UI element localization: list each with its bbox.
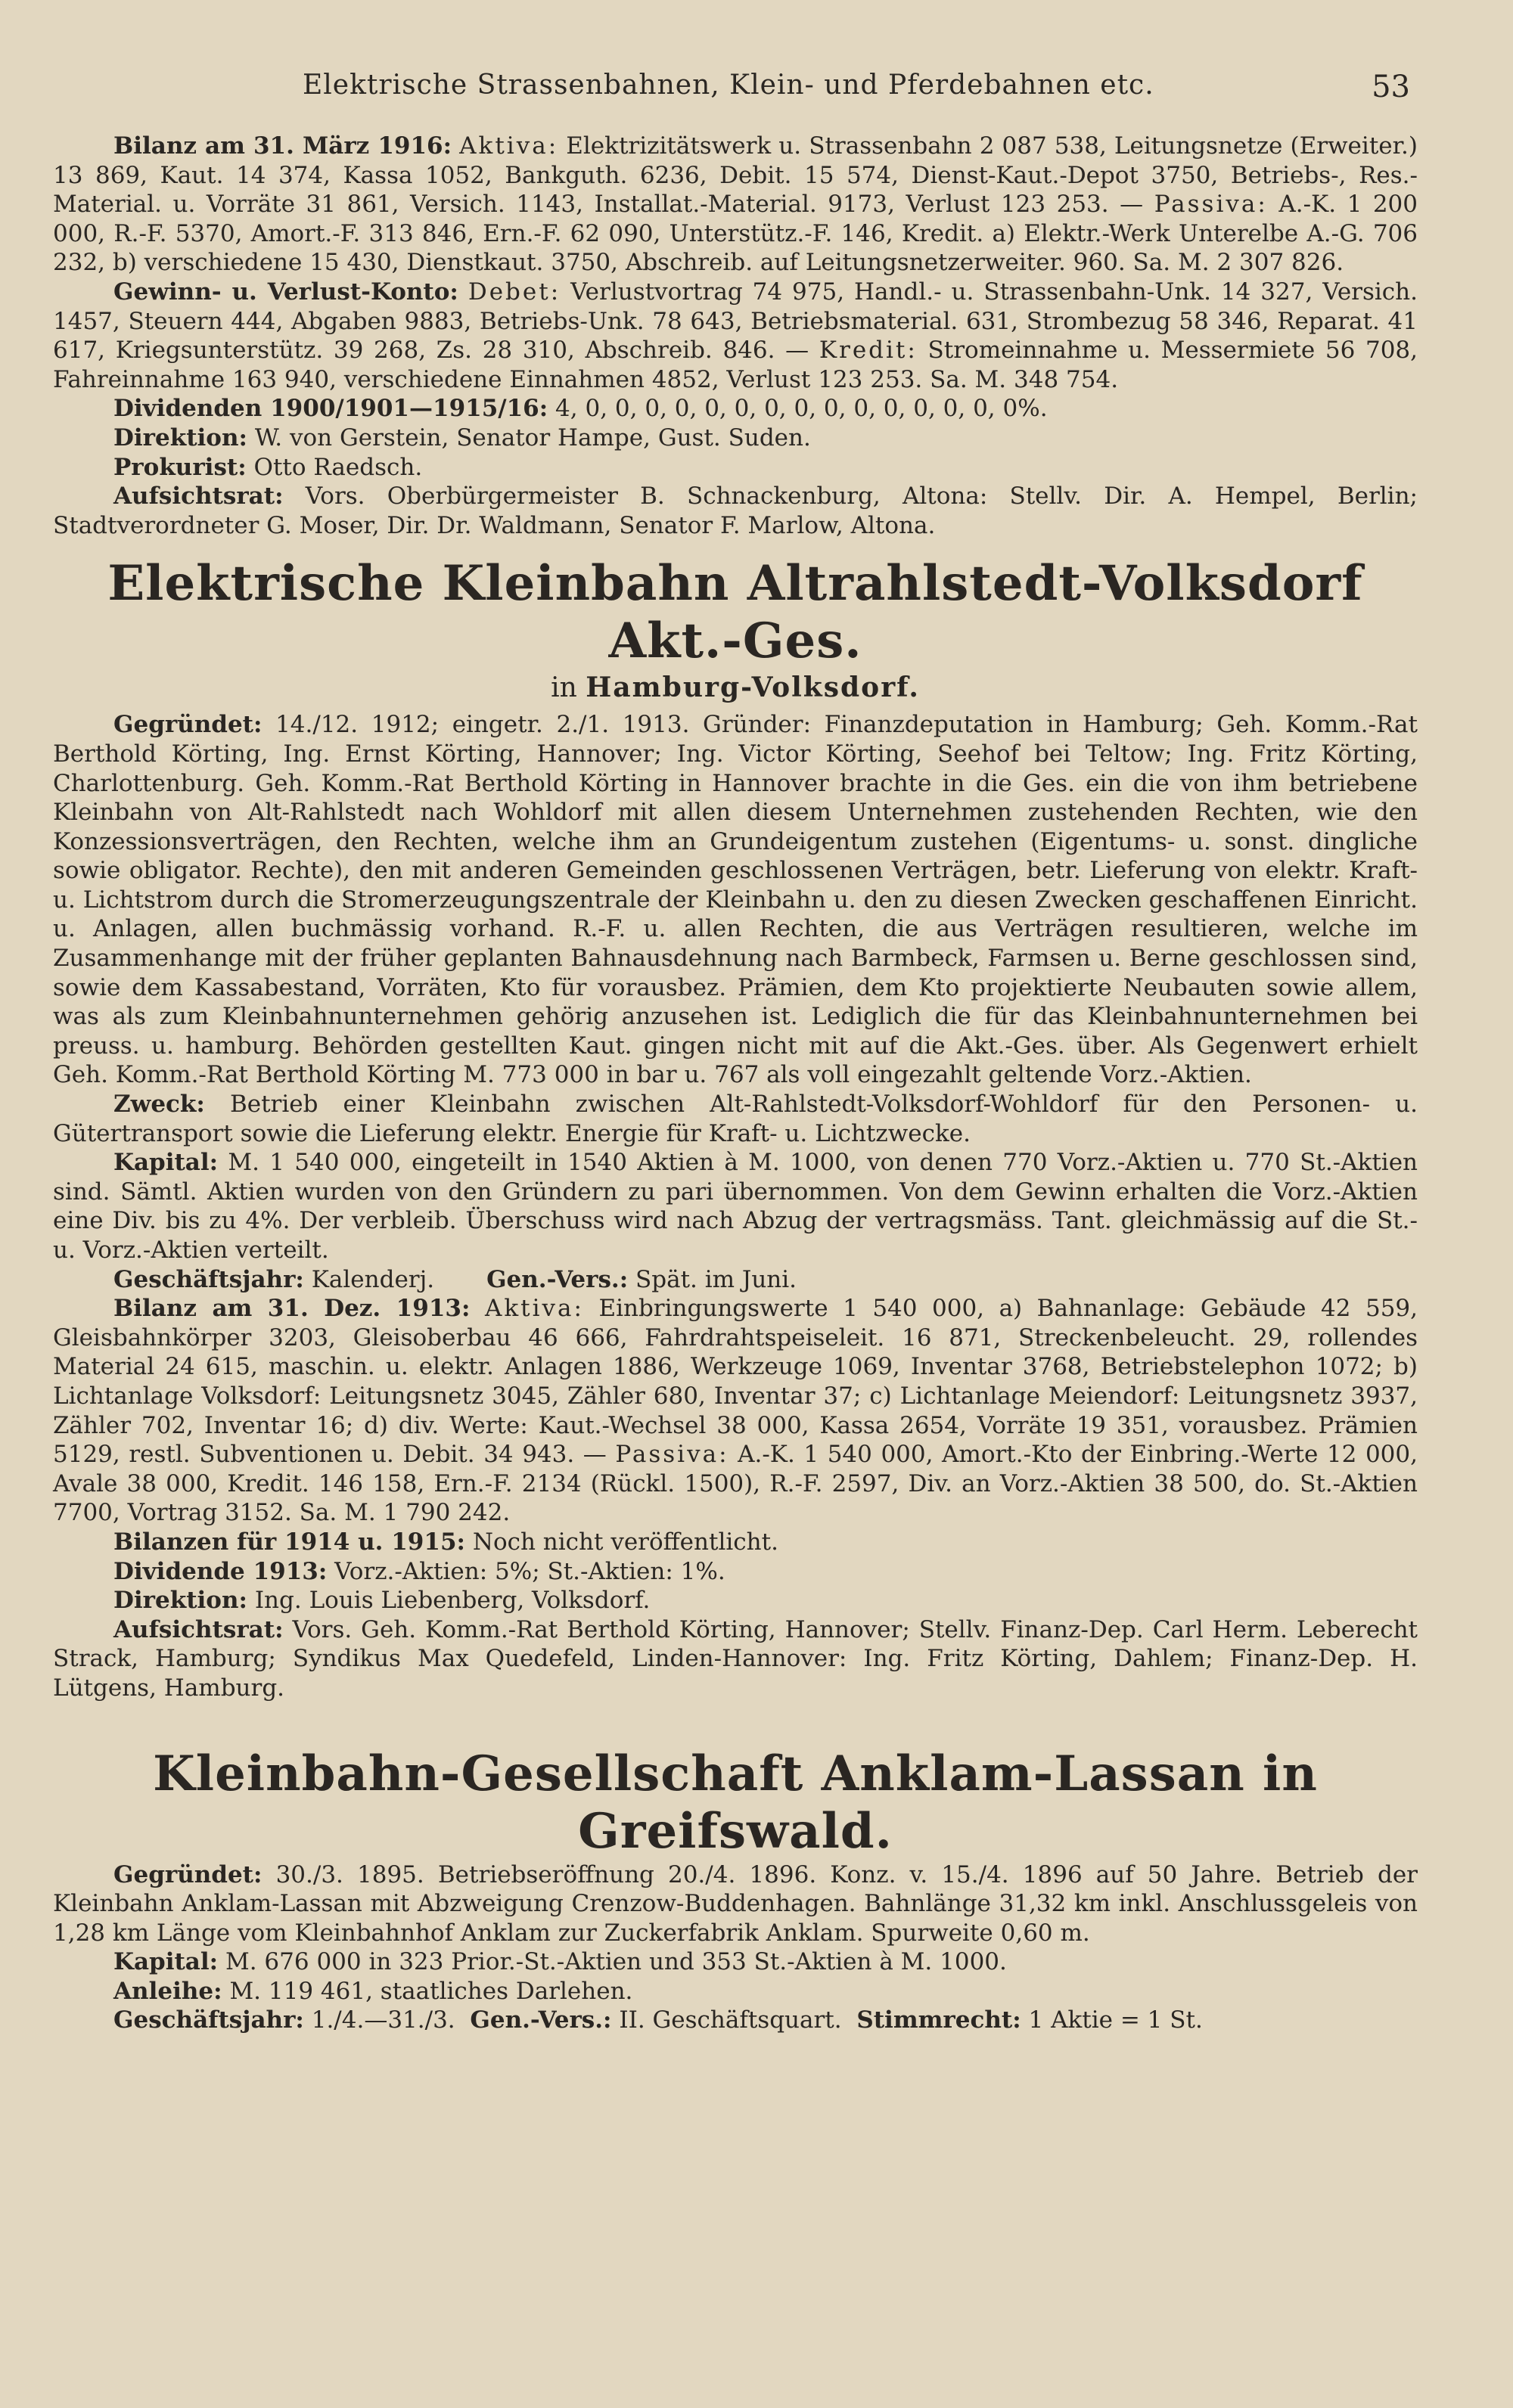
paragraph-kapital-3 [53, 1947, 1418, 1977]
section-altrahlstedt-volksdorf [53, 710, 1418, 1702]
text-dividende-1913: Vorz.-Aktien: 5%; St.-Aktien: 1%. [334, 1557, 725, 1585]
paragraph-prokurist [53, 453, 1418, 483]
label-gegruendet: Gegründet: [113, 711, 263, 739]
label-kapital-3: Kapital: [113, 1948, 219, 1976]
text-passiva-1913: A.-K. 1 540 000, Amort.-Kto der Einbring.-Werte 12 000, Avale 38 000, Kredit. 146 158, Ern.-F. 2134 (Rückl. 1500), R.-F. 2597, Div. an Vorz.-Aktien 38 500, do. St.-Aktien 7700, Vortrag 3152. Sa. M. 1 790 242. [53, 1441, 1418, 1527]
label-aufsichtsrat-2: Aufsichtsrat: [113, 1615, 284, 1643]
label-gegruendet-3: Gegründet: [113, 1860, 263, 1888]
paragraph-zweck [53, 1090, 1418, 1148]
text-aufsichtsrat: Vors. Oberbürgermeister B. Schnackenburg, Altona: Stellv. Dir. A. Hempel, Berlin; Stadtverordneter G. Moser, Dir. Dr. Waldmann, Senator F. Marlow, Altona. [53, 483, 1418, 539]
text-dividenden: 4, 0, 0, 0, 0, 0, 0, 0, 0, 0, 0, 0, 0, 0, 0, 0%. [555, 395, 1048, 423]
paragraph-kapital [53, 1148, 1418, 1265]
label-kapital: Kapital: [113, 1149, 219, 1177]
text-direktion-2: Ing. Louis Liebenberg, Volksdorf. [254, 1587, 651, 1615]
text-prokurist: Otto Raedsch. [253, 453, 423, 481]
text-gegruendet-3: 30./3. 1895. Betriebseröffnung 20./4. 1896. Konz. v. 15./4. 1896 auf 50 Jahre. Betrieb der Kleinbahn Anklam-Lassan mit Abzweigung Crenzow-Buddenhagen. Bahnlänge 31,32 km inkl. Anschlussgeleis von 1,28 km Länge vom Kleinbahnhof Anklam zur Zuckerfabrik Anklam. Spurweite 0,60 m. [53, 1860, 1418, 1947]
subheading-place: Hamburg-Volksdorf. [586, 672, 920, 704]
section-strassenbahn-continued [53, 132, 1418, 540]
paragraph-gegruendet-3 [53, 1860, 1418, 1948]
running-title: Elektrische Strassenbahnen, Klein- und Pferdebahnen etc. [303, 70, 1154, 101]
text-gegruendet: 14./12. 1912; eingetr. 2./1. 1913. Gründer: Finanzdeputation in Hamburg; Geh. Komm.-Rat Berthold Körting, Ing. Ernst Körting, Hannover; Ing. Victor Körting, Seehof bei Teltow; Ing. Fritz Körting, Charlottenburg. Geh. Komm.-Rat Berthold Körting in Hannover brachte in die Ges. ein die von ihm betriebene Kleinbahn von Alt-Rahlstedt nach Wohldorf mit allen diesem Unternehmen zustehenden Rechten, wie den Konzessionsverträgen, den Rechten, welche ihm an Grundeigentum zustehen (Eigentums- u. sonst. dingliche sowie obligator. Rechte), den mit anderen Gemeinden geschlossenen Verträgen, betr. Lieferung von elektr. Kraft- u. Lichtstrom durch die Stromerzeugungszentrale der Kleinbahn u. den zu diesen Zwecken geschaffenen Einricht. u. Anlagen, allen buchmässig vorhand. R.-F. u. allen Rechten, die aus Verträgen resultieren, welche im Zusammenhange mit der früher geplanten Bahnausdehnung nach Barmbeck, Farmsen u. Berne geschlossen sind, sowie dem Kassabestand, Vorräten, Kto für vorausbez. Prämien, dem Kto projektierte Neubauten sowie allem, was als zum Kleinbahnunternehmen gehörig anzusehen ist. Lediglich die für das Kleinbahnunternehmen bei preuss. u. hamburg. Behörden gestellten Kaut. gingen nicht mit auf die Akt.-Ges. über. Als Gegenwert erhielt Geh. Komm.-Rat Berthold Körting M. 773 000 in bar u. 767 als voll eingezahlt geltende Vorz.-Aktien. [53, 711, 1418, 1089]
text-geschaeftsjahr: Kalenderj. [311, 1265, 435, 1293]
label-geschaeftsjahr-3: Geschäftsjahr: [113, 2006, 304, 2034]
label-direktion-2: Direktion: [113, 1587, 247, 1615]
label-prokurist: Prokurist: [113, 453, 247, 481]
paragraph-bilanz-1916 [53, 132, 1418, 278]
text-aktiva-1913: Einbringungswerte 1 540 000, a) Bahnanlage: Gebäude 42 559, Gleisbahnkörper 3203, Gleisoberbau 46 666, Fahrdrahtspeiseleit. 16 871, Streckenbeleucht. 29, rollendes Material 24 615, maschin. u. elektr. Anlagen 1886, Werkzeuge 1069, Inventar 3768, Betriebstelephon 1072; b) Lichtanlage Volksdorf: Leitungsnetz 3045, Zähler 680, Inventar 37; c) Lichtanlage Meiendorf: Leitungsnetz 3937, Zähler 702, Inventar 16; d) div. Werte: Kaut.-Wechsel 38 000, Kassa 2654, Vorräte 19 351, vorausbez. Prämien 5129, restl. Subventionen u. Debit. 34 943. — [53, 1295, 1418, 1469]
paragraph-direktion-2 [53, 1586, 1418, 1615]
text-kapital-3: M. 676 000 in 323 Prior.-St.-Aktien und 353 St.-Aktien à M. 1000. [225, 1948, 1007, 1976]
text-zweck: Betrieb einer Kleinbahn zwischen Alt-Rahlstedt-Volksdorf-Wohldorf für den Personen- u. Gütertransport sowie die Lieferung elektr. Energie für Kraft- u. Lichtzwecke. [53, 1091, 1418, 1147]
label-aufsichtsrat: Aufsichtsrat: [113, 483, 284, 510]
subheading-prefix: in [551, 672, 577, 704]
label-aktiva: Aktiva: [459, 132, 559, 160]
label-direktion: Direktion: [113, 424, 247, 452]
label-dividende-1913: Dividende 1913: [113, 1557, 328, 1585]
label-stimmrecht-3: Stimmrecht: [856, 2006, 1021, 2034]
paragraph-geschaeftsjahr-3 [53, 2006, 1418, 2035]
label-aktiva-1913: Aktiva: [484, 1295, 584, 1323]
label-anleihe-3: Anleihe: [113, 1977, 222, 2005]
text-direktion: W. von Gerstein, Senator Hampe, Gust. Suden. [254, 424, 811, 452]
label-bilanzen-1914: Bilanzen für 1914 u. 1915: [113, 1528, 465, 1556]
paragraph-gewinn-verlust [53, 278, 1418, 394]
running-header [53, 64, 1418, 132]
text-kapital: M. 1 540 000, eingeteilt in 1540 Aktien à M. 1000, von denen 770 Vorz.-Aktien u. 770 St.-Aktien sind. Sämtl. Aktien wurden von den Gründern zu pari übernommen. Von dem Gewinn erhalten die Vorz.-Aktien eine Div. bis zu 4%. Der verbleib. Überschuss wird nach Abzug der vertragsmäss. Tant. gleichmässig auf die St.- u. Vorz.-Aktien verteilt. [53, 1149, 1418, 1264]
page-number: 53 [1372, 70, 1410, 104]
section-anklam-lassan [53, 1860, 1418, 2036]
text-aufsichtsrat-2: Vors. Geh. Komm.-Rat Berthold Körting, Hannover; Stellv. Finanz-Dep. Carl Herm. Leberecht Strack, Hamburg; Syndikus Max Quedefeld, Linden-Hannover: Ing. Fritz Körting, Dahlem; Finanz-Dep. H. Lütgens, Hamburg. [53, 1615, 1418, 1702]
paragraph-bilanzen-1914-1915 [53, 1528, 1418, 1557]
paragraph-geschaeftsjahr [53, 1265, 1418, 1295]
text-anleihe-3: M. 119 461, staatliches Darlehen. [229, 1977, 633, 2005]
label-passiva: Passiva: [1154, 191, 1268, 219]
paragraph-gegruendet [53, 710, 1418, 1090]
label-bilanz: Bilanz am 31. März 1916: [113, 132, 452, 160]
text-debet: Verlustvortrag 74 975, Handl.- u. Strassenbahn-Unk. 14 327, Versich. 1457, Steuern 444, Abgaben 9883, Betriebs-Unk. 78 643, Betriebsmaterial. 631, Strombezug 58 346, Reparat. 41 617, Kriegsunterstütz. 39 268, Zs. 28 310, Abschreib. 846. — [53, 278, 1418, 365]
label-kredit: Kredit: [819, 337, 918, 365]
text-bilanzen-1914: Noch nicht veröffentlicht. [472, 1528, 778, 1556]
paragraph-aufsichtsrat-2 [53, 1615, 1418, 1703]
text-stimmrecht-3: 1 Aktie = 1 St. [1028, 2006, 1203, 2034]
paragraph-anleihe-3 [53, 1977, 1418, 2006]
paragraph-bilanz-1913 [53, 1294, 1418, 1528]
label-gewinn-verlust: Gewinn- u. Verlust-Konto: [113, 278, 458, 306]
label-zweck: Zweck: [113, 1091, 205, 1119]
label-bilanz-1913: Bilanz am 31. Dez. 1913: [113, 1295, 471, 1323]
paragraph-dividende-1913 [53, 1557, 1418, 1587]
label-passiva-1913: Passiva: [615, 1441, 729, 1469]
label-geschaeftsjahr: Geschäftsjahr: [113, 1265, 304, 1293]
heading-altrahlstedt-volksdorf: Elektrische Kleinbahn Altrahlstedt-Volksdorf Akt.-Ges. [107, 555, 1363, 670]
label-debet: Debet: [468, 278, 561, 306]
subheading-location [53, 670, 1418, 706]
label-gen-vers-3: Gen.-Vers.: [470, 2006, 612, 2034]
paragraph-aufsichtsrat [53, 482, 1418, 540]
text-geschaeftsjahr-3: 1./4.—31./3. [311, 2006, 455, 2034]
paragraph-direktion [53, 424, 1418, 453]
heading-anklam-lassan: Kleinbahn-Gesellschaft Anklam-Lassan in Greifswald. [153, 1745, 1318, 1860]
text-kredit: Stromeinnahme u. Messermiete 56 708, Fahreinnahme 163 940, verschiedene Einnahmen 4852, Verlust 123 253. Sa. M. 348 754. [53, 337, 1418, 393]
text-gen-vers: Spät. im Juni. [635, 1265, 797, 1293]
label-gen-vers: Gen.-Vers.: [486, 1265, 629, 1293]
text-gen-vers-3: II. Geschäftsquart. [619, 2006, 842, 2034]
paragraph-dividenden [53, 394, 1418, 424]
text-bilanz: Elektrizitätswerk u. Strassenbahn 2 087 538, Leitungsnetze (Erweiter.) 13 869, Kaut. 14 374, Kassa 1052, Bankguth. 6236, Debit. 15 574, Dienst-Kaut.-Depot 3750, Betriebs-, Res.-Material. u. Vorräte 31 861, Versich. 1143, Installat.-Material. 9173, Verlust 123 253. — [53, 132, 1418, 219]
text-passiva: A.-K. 1 200 000, R.-F. 5370, Amort.-F. 313 846, Ern.-F. 62 090, Unterstütz.-F. 146, Kredit. a) Elektr.-Werk Unterelbe A.-G. 706 232, b) verschiedene 15 430, Dienstkaut. 3750, Abschreib. auf Leitungsnetzerweiter. 960. Sa. M. 2 307 826. [53, 191, 1418, 277]
label-dividenden: Dividenden 1900/1901—1915/16: [113, 395, 548, 423]
